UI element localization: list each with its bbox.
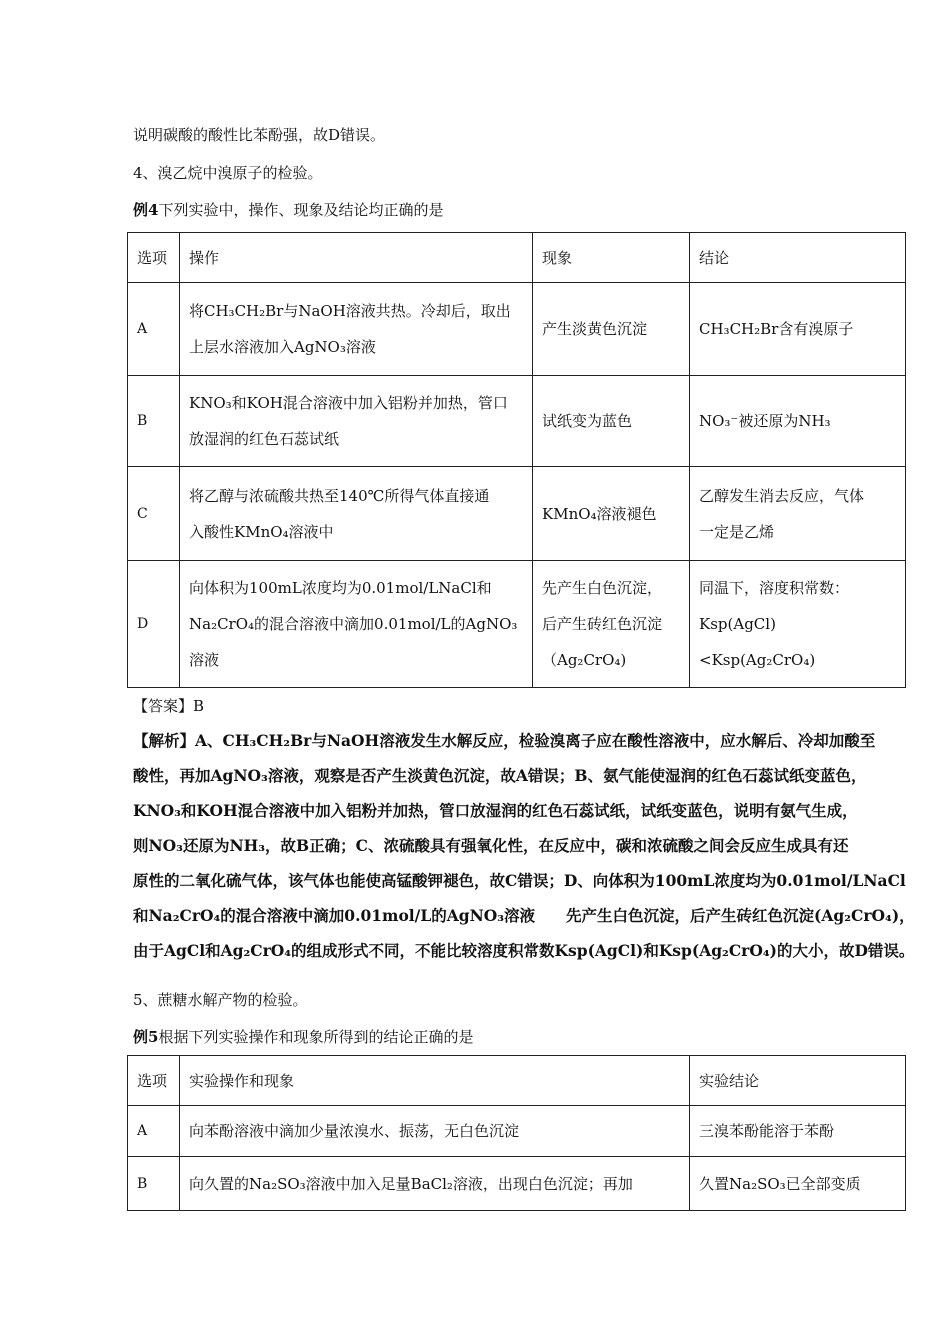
operation-cell (180, 376, 533, 467)
example-5-table (127, 1055, 906, 1211)
table-row (128, 1157, 906, 1211)
intro-line: 说明碳酸的酸性比苯酚强，故D错误。 (133, 126, 386, 144)
analysis-line: 原性的二氧化硫气体，该气体也能使高锰酸钾褪色，故C错误；D、向体积为100mL浓度均为0.01mol/LNaCl (133, 871, 906, 890)
operation-cell: 向苯酚溶液中滴加少量浓溴水、振荡，无白色沉淀 (180, 1106, 690, 1157)
operation-cell (180, 467, 533, 561)
example-5-question (133, 1026, 473, 1048)
header-option: 选项 (128, 233, 180, 283)
conclusion-cell: 三溴苯酚能溶于苯酚 (690, 1106, 906, 1157)
analysis-line: 【解析】A、CH₃CH₂Br与NaOH溶液发生水解反应，检验溴离子应在酸性溶液中，应水解后、冷却加酸至 (133, 731, 876, 750)
conclusion-cell (690, 376, 906, 467)
header-conclusion: 结论 (690, 233, 906, 283)
option-cell: B (128, 376, 180, 467)
example-4-question (133, 199, 443, 221)
cell-line: 一定是乙烯 (699, 522, 775, 541)
option-cell: A (128, 283, 180, 376)
table-header-row (128, 233, 906, 283)
header-phenomenon: 现象 (533, 233, 690, 283)
cell-line: 先产生白色沉淀， (542, 579, 663, 597)
cell-line: Ksp(AgCl) (699, 615, 776, 633)
operation-cell: 向久置的Na₂SO₃溶液中加入足量BaCl₂溶液，出现白色沉淀；再加 (180, 1157, 690, 1211)
conclusion-cell (690, 283, 906, 376)
cell-line: 放湿润的红色石蕊试纸 (189, 430, 340, 448)
example-4-table (127, 232, 906, 688)
phenomenon-cell (533, 283, 690, 376)
cell-line: 试纸变为蓝色 (542, 412, 633, 430)
header-conclusion: 实验结论 (690, 1056, 906, 1106)
cell-line: CH₃CH₂Br含有溴原子 (699, 320, 854, 338)
table-row (128, 467, 906, 561)
analysis-line: 和Na₂CrO₄的混合溶液中滴加0.01mol/L的AgNO₃溶液 先产生白色沉淀，后产生砖红色沉淀(Ag₂CrO₄)， (133, 906, 915, 925)
table-row (128, 376, 906, 467)
cell-line: <Ksp(Ag₂CrO₄) (699, 651, 816, 669)
cell-line: （Ag₂CrO₄) (542, 651, 627, 669)
example-4-label: 例4 (133, 201, 159, 219)
cell-line: 入酸性KMnO₄溶液中 (189, 522, 334, 541)
conclusion-cell: 久置Na₂SO₃已全部变质 (690, 1157, 906, 1211)
analysis-block (133, 723, 913, 968)
analysis-line: KNO₃和KOH混合溶液中加入铝粉并加热，管口放湿润的红色石蕊试纸，试纸变蓝色，说明有氨气生成， (133, 801, 858, 820)
cell-line: Na₂CrO₄的混合溶液中滴加0.01mol/L的AgNO₃ (189, 615, 518, 633)
section-4-heading: 4、溴乙烷中溴原子的检验。 (133, 164, 323, 182)
operation-cell (180, 561, 533, 688)
table-row (128, 283, 906, 376)
header-operation: 操作 (180, 233, 533, 283)
cell-line: 产生淡黄色沉淀 (542, 320, 648, 338)
option-cell: D (128, 561, 180, 688)
cell-line: KNO₃和KOH混合溶液中加入铝粉并加热，管口 (189, 394, 508, 412)
table-row (128, 1106, 906, 1157)
phenomenon-cell (533, 561, 690, 688)
example-4-text: 下列实验中，操作、现象及结论均正确的是 (158, 201, 444, 219)
section-5-heading: 5、蔗糖水解产物的检验。 (133, 991, 308, 1009)
cell-line: 乙醇发生消去反应，气体 (699, 486, 865, 505)
phenomenon-cell (533, 376, 690, 467)
header-operation: 实验操作和现象 (180, 1056, 690, 1106)
analysis-line: 由于AgCl和Ag₂CrO₄的组成形式不同，不能比较溶度积常数Ksp(AgCl)和Ksp(Ag₂CrO₄)的大小，故D错误。 (133, 941, 915, 960)
cell-line: 向体积为100mL浓度均为0.01mol/LNaCl和 (189, 579, 492, 597)
cell-line: 将CH₃CH₂Br与NaOH溶液共热。冷却后，取出 (189, 302, 511, 320)
cell-line: 后产生砖红色沉淀 (542, 615, 663, 633)
cell-line: 将乙醇与浓硫酸共热至140℃所得气体直接通 (189, 486, 490, 505)
example-5-text: 根据下列实验操作和现象所得到的结论正确的是 (158, 1028, 474, 1046)
cell-line: 溶液 (189, 651, 220, 669)
conclusion-cell (690, 561, 906, 688)
table-header-row (128, 1056, 906, 1106)
cell-line: 同温下，溶度积常数： (699, 579, 850, 597)
answer-line: 【答案】B (133, 697, 205, 715)
analysis-line: 则NO₃还原为NH₃，故B正确；C、浓硫酸具有强氧化性，在反应中，碳和浓硫酸之间会反应生成具有还 (133, 836, 849, 855)
cell-line: NO₃⁻被还原为NH₃ (699, 412, 831, 430)
header-option: 选项 (128, 1056, 180, 1106)
option-cell: C (128, 467, 180, 561)
example-5-label: 例5 (133, 1028, 159, 1046)
table-row (128, 561, 906, 688)
phenomenon-cell (533, 467, 690, 561)
option-cell: A (128, 1106, 180, 1157)
conclusion-cell (690, 467, 906, 561)
operation-cell (180, 283, 533, 376)
cell-line: KMnO₄溶液褪色 (542, 504, 657, 523)
analysis-line: 酸性，再加AgNO₃溶液，观察是否产生淡黄色沉淀，故A错误；B、氨气能使湿润的红色石蕊试纸变蓝色， (133, 766, 867, 785)
cell-line: 上层水溶液加入AgNO₃溶液 (189, 338, 376, 356)
option-cell: B (128, 1157, 180, 1211)
